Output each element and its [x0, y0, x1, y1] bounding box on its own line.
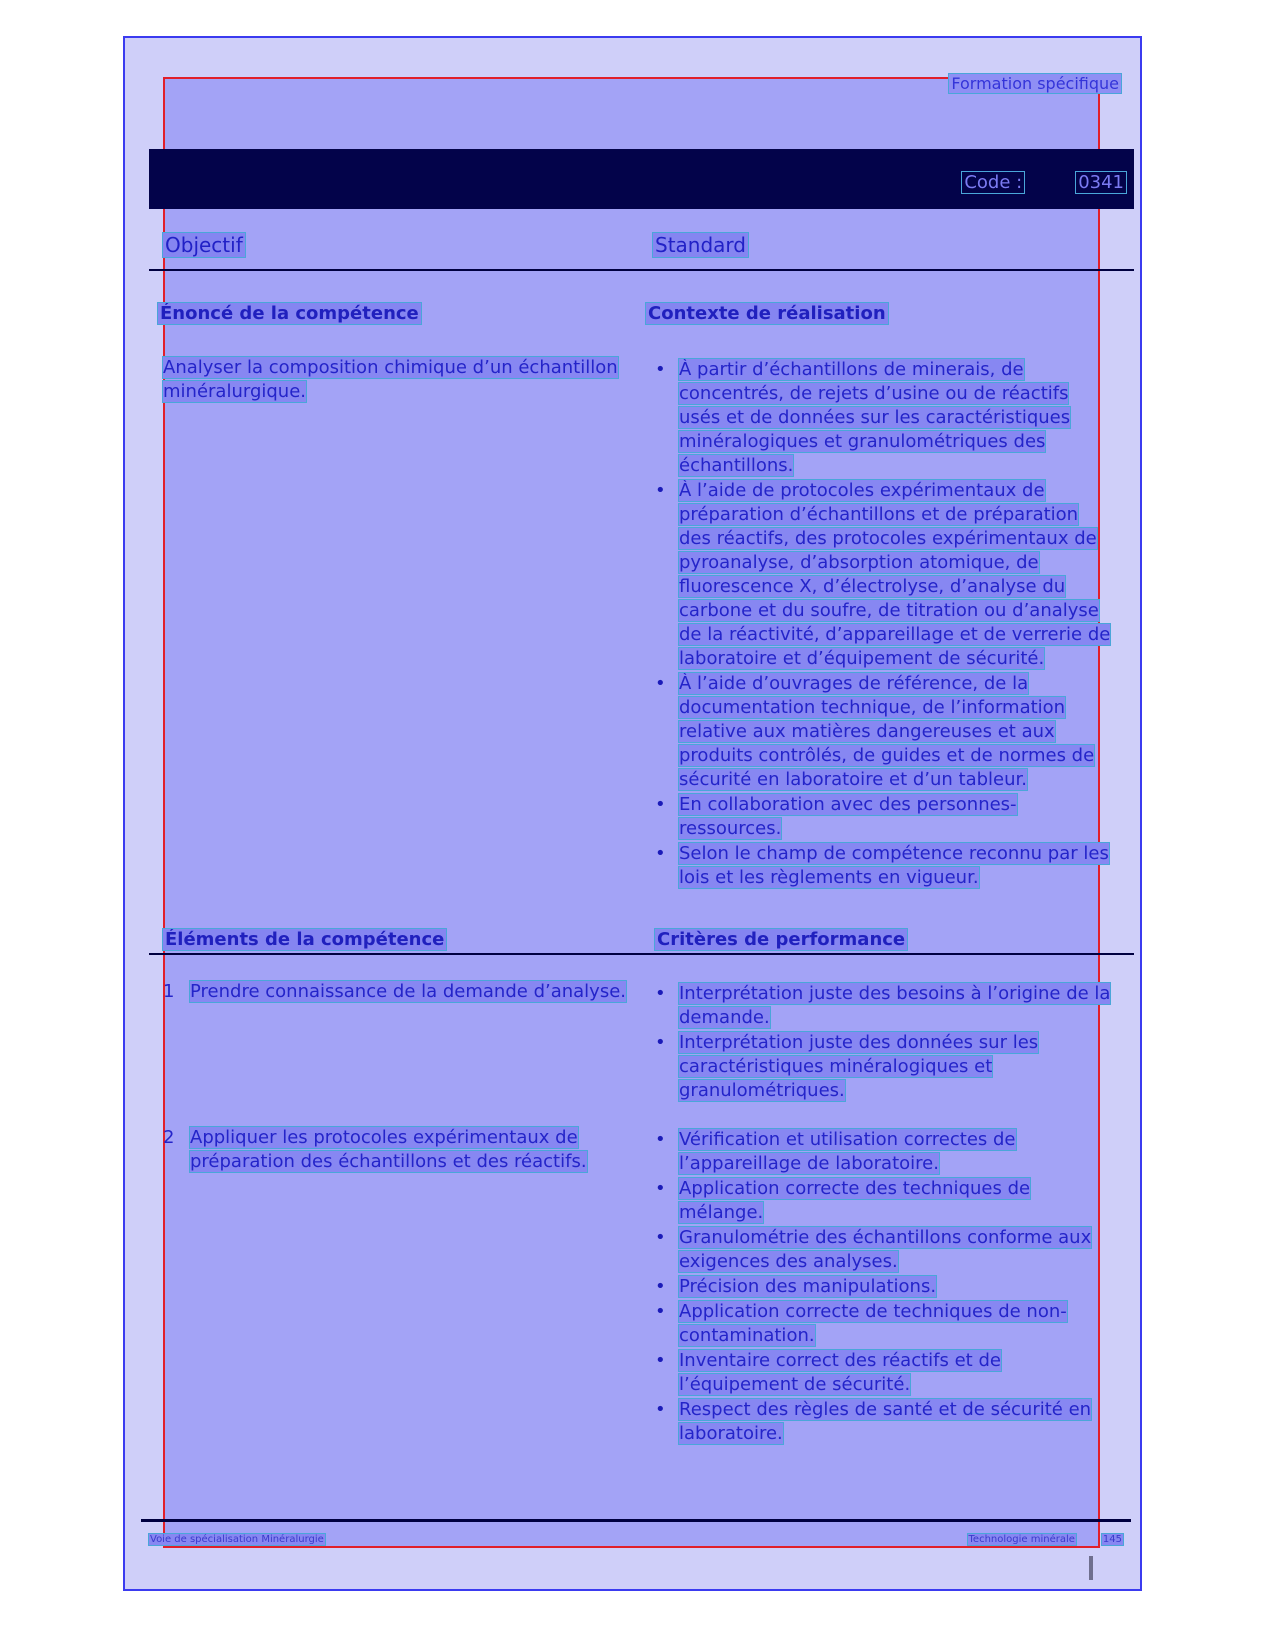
- footer-right-label: Technologie minérale: [968, 1534, 1075, 1545]
- criteria-item-text: Précision des manipulations.: [679, 1276, 937, 1297]
- context-item: [653, 672, 1113, 792]
- criteria-item-text: Vérification et utilisation correctes de l’appareillage de laboratoire.: [679, 1129, 1016, 1174]
- criteria-item: [653, 1226, 1113, 1274]
- context-list: [653, 358, 1113, 890]
- section-rule: [149, 953, 1134, 955]
- code-block: [962, 172, 1126, 193]
- criteria-item: [653, 1128, 1113, 1176]
- element-body: [190, 980, 660, 1004]
- context-item: [653, 479, 1113, 671]
- criteria-item-text: Interprétation juste des besoins à l’origine de la demande.: [679, 983, 1111, 1028]
- context-item: [653, 793, 1113, 841]
- criteria-title: [655, 929, 907, 950]
- criteria-item: [653, 1300, 1113, 1348]
- footer-rule: [141, 1519, 1131, 1522]
- criteria-item-text: Application correcte des techniques de mélange.: [679, 1178, 1031, 1223]
- objective-text: Objectif: [165, 233, 243, 257]
- standard-text: Standard: [655, 233, 746, 257]
- footer-right: [968, 1534, 1123, 1545]
- element-text: Appliquer les protocoles expérimentaux de préparation des échantillons et des réactifs.: [190, 1127, 587, 1172]
- context-item-text: Selon le champ de compétence reconnu par les lois et les règlements en vigueur.: [679, 843, 1109, 888]
- criteria-item: [653, 1275, 1113, 1299]
- criteria-item-text: Respect des règles de santé et de sécurité en laboratoire.: [679, 1399, 1092, 1444]
- criteria-item-text: Application correcte de techniques de non-contamination.: [679, 1301, 1067, 1346]
- context-item: [653, 842, 1113, 890]
- context-item: [653, 358, 1113, 478]
- criteria-item: [653, 982, 1113, 1030]
- elements-title: [163, 929, 446, 950]
- running-head: Formation spécifique: [951, 74, 1119, 93]
- top-rule: [149, 269, 1134, 271]
- criteria-list-1: [653, 982, 1113, 1103]
- code-label: Code :: [964, 172, 1023, 193]
- criteria-item-text: Interprétation juste des données sur les caractéristiques minéralogiques et granulométriques.: [679, 1032, 1039, 1101]
- context-title-text: Contexte de réalisation: [648, 303, 886, 324]
- context-item-text: En collaboration avec des personnes-ressources.: [679, 794, 1017, 839]
- criteria-title-text: Critères de performance: [657, 929, 906, 950]
- context-item-text: À l’aide d’ouvrages de référence, de la documentation technique, de l’information relative aux matières dangereuses et aux produits contrôlés, de guides et de normes de sécurité en laboratoire et d’un tableur.: [679, 673, 1095, 790]
- criteria-item: [653, 1031, 1113, 1103]
- criteria-item: [653, 1349, 1113, 1397]
- criteria-item-text: Granulométrie des échantillons conforme aux exigences des analyses.: [679, 1227, 1092, 1272]
- element-body: [190, 1126, 660, 1174]
- competence-title: [158, 303, 421, 324]
- footer-left-text: Voie de spécialisation Minéralurgie: [150, 1534, 324, 1545]
- page-marker: [1089, 1556, 1093, 1580]
- page-number: 145: [1102, 1534, 1122, 1545]
- criteria-item-text: Inventaire correct des réactifs et de l’équipement de sécurité.: [679, 1350, 1001, 1395]
- context-item-text: À l’aide de protocoles expérimentaux de préparation d’échantillons et de préparation des réactifs, des protocoles expérimentaux de pyroanalyse, d’absorption atomique, de fluorescence X, d’électrolyse, d’analyse du carbone et du soufre, de titration ou d’analyse de la réactivité, d’appareillage et de verrerie de laboratoire et d’équipement de sécurité.: [679, 480, 1111, 669]
- element-number: 2: [163, 1127, 175, 1148]
- criteria-list-2: [653, 1128, 1113, 1446]
- element-number: 1: [163, 981, 175, 1002]
- competence-statement: [163, 356, 633, 404]
- criteria-item: [653, 1398, 1113, 1446]
- elements-title-text: Éléments de la compétence: [165, 929, 445, 950]
- element-text: Prendre connaissance de la demande d’analyse.: [190, 981, 627, 1002]
- footer-left: [149, 1534, 325, 1545]
- context-item-text: À partir d’échantillons de minerais, de concentrés, de rejets d’usine ou de réactifs usés et de données sur les caractéristiques minéralogiques et granulométriques des échantillons.: [679, 359, 1071, 476]
- code-value: 0341: [1078, 172, 1124, 193]
- criteria-item: [653, 1177, 1113, 1225]
- competence-statement-text: Analyser la composition chimique d’un échantillon minéralurgique.: [163, 357, 618, 402]
- objective-label: [163, 233, 245, 257]
- competence-title-text: Énoncé de la compétence: [160, 303, 419, 324]
- context-title: [646, 303, 888, 324]
- standard-label: [653, 233, 748, 257]
